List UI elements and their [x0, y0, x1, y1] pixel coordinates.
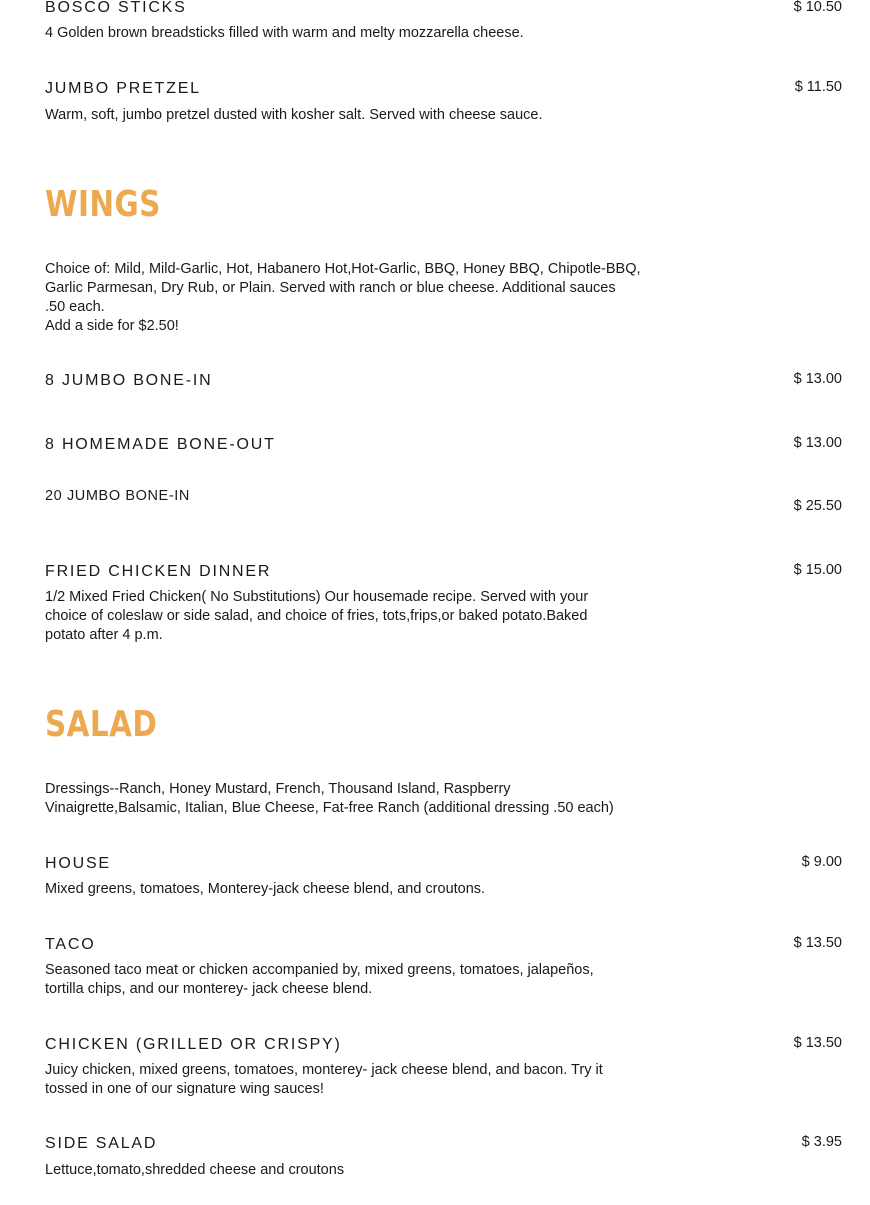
menu-item-name: 20 JUMBO BONE-IN	[45, 488, 190, 504]
menu-item-name: CHICKEN (GRILLED OR CRISPY)	[45, 1036, 342, 1053]
menu-item-description: Warm, soft, jumbo pretzel dusted with kosher salt. Served with cheese sauce.	[45, 107, 543, 123]
menu-item-price: $ 11.50	[794, 79, 842, 95]
menu-item-price: $ 3.95	[801, 1134, 842, 1150]
menu-item-description: Mixed greens, tomatoes, Monterey-jack cheese blend, and croutons.	[45, 881, 486, 897]
menu-item-name: FRIED CHICKEN DINNER	[45, 563, 272, 580]
menu-item-price: $ 15.00	[793, 562, 842, 578]
menu-item-name: 8 HOMEMADE BONE-OUT	[45, 436, 276, 453]
section-intro: Choice of: Mild, Mild-Garlic, Hot, Habanero Hot,Hot-Garlic, BBQ, Honey BBQ, Chipotle-BBQ, Garlic Parmesan, Dry Rub, or Plain. Served with ranch or blue cheese. Additional sauces .50 each. Add a side for $2.50!	[45, 261, 641, 334]
menu-item-price: $ 10.50	[793, 0, 842, 15]
menu-item-price: $ 25.50	[793, 498, 842, 514]
menu-item-name: BOSCO STICKS	[45, 0, 187, 16]
menu-item-description: 4 Golden brown breadsticks filled with warm and melty mozzarella cheese.	[45, 25, 524, 41]
menu-item-name: 8 JUMBO BONE-IN	[45, 372, 213, 389]
menu-item-name: SIDE SALAD	[45, 1135, 158, 1152]
menu-item-price: $ 13.00	[793, 371, 842, 387]
menu-item-price: $ 9.00	[801, 854, 842, 870]
menu-item-description: Seasoned taco meat or chicken accompanied by, mixed greens, tomatoes, jalapeños, tortilla chips, and our monterey- jack cheese blend.	[45, 962, 594, 997]
menu-item-price: $ 13.50	[793, 1035, 842, 1051]
menu-item-description: Lettuce,tomato,shredded cheese and croutons	[45, 1162, 345, 1178]
section-intro: Dressings--Ranch, Honey Mustard, French, Thousand Island, Raspberry Vinaigrette,Balsamic, Italian, Blue Cheese, Fat-free Ranch (additional dressing .50 each)	[45, 781, 614, 816]
menu-item-name: TACO	[45, 936, 96, 953]
menu-item-description: Juicy chicken, mixed greens, tomatoes, monterey- jack cheese blend, and bacon. Try it tossed in one of our signature wing sauces!	[45, 1062, 603, 1097]
menu-item-name: HOUSE	[45, 855, 111, 872]
menu-item-price: $ 13.50	[793, 935, 842, 951]
menu-item-name: JUMBO PRETZEL	[45, 80, 201, 97]
menu-item-price: $ 13.00	[793, 435, 842, 451]
menu-item-description: 1/2 Mixed Fried Chicken( No Substitutions) Our housemade recipe. Served with your choice of coleslaw or side salad, and choice of fries, tots,frips,or baked potato.Baked potato after 4 p.m.	[45, 589, 589, 643]
section-title-wings: WINGS	[45, 184, 161, 225]
section-title-salad: SALAD	[45, 704, 158, 745]
